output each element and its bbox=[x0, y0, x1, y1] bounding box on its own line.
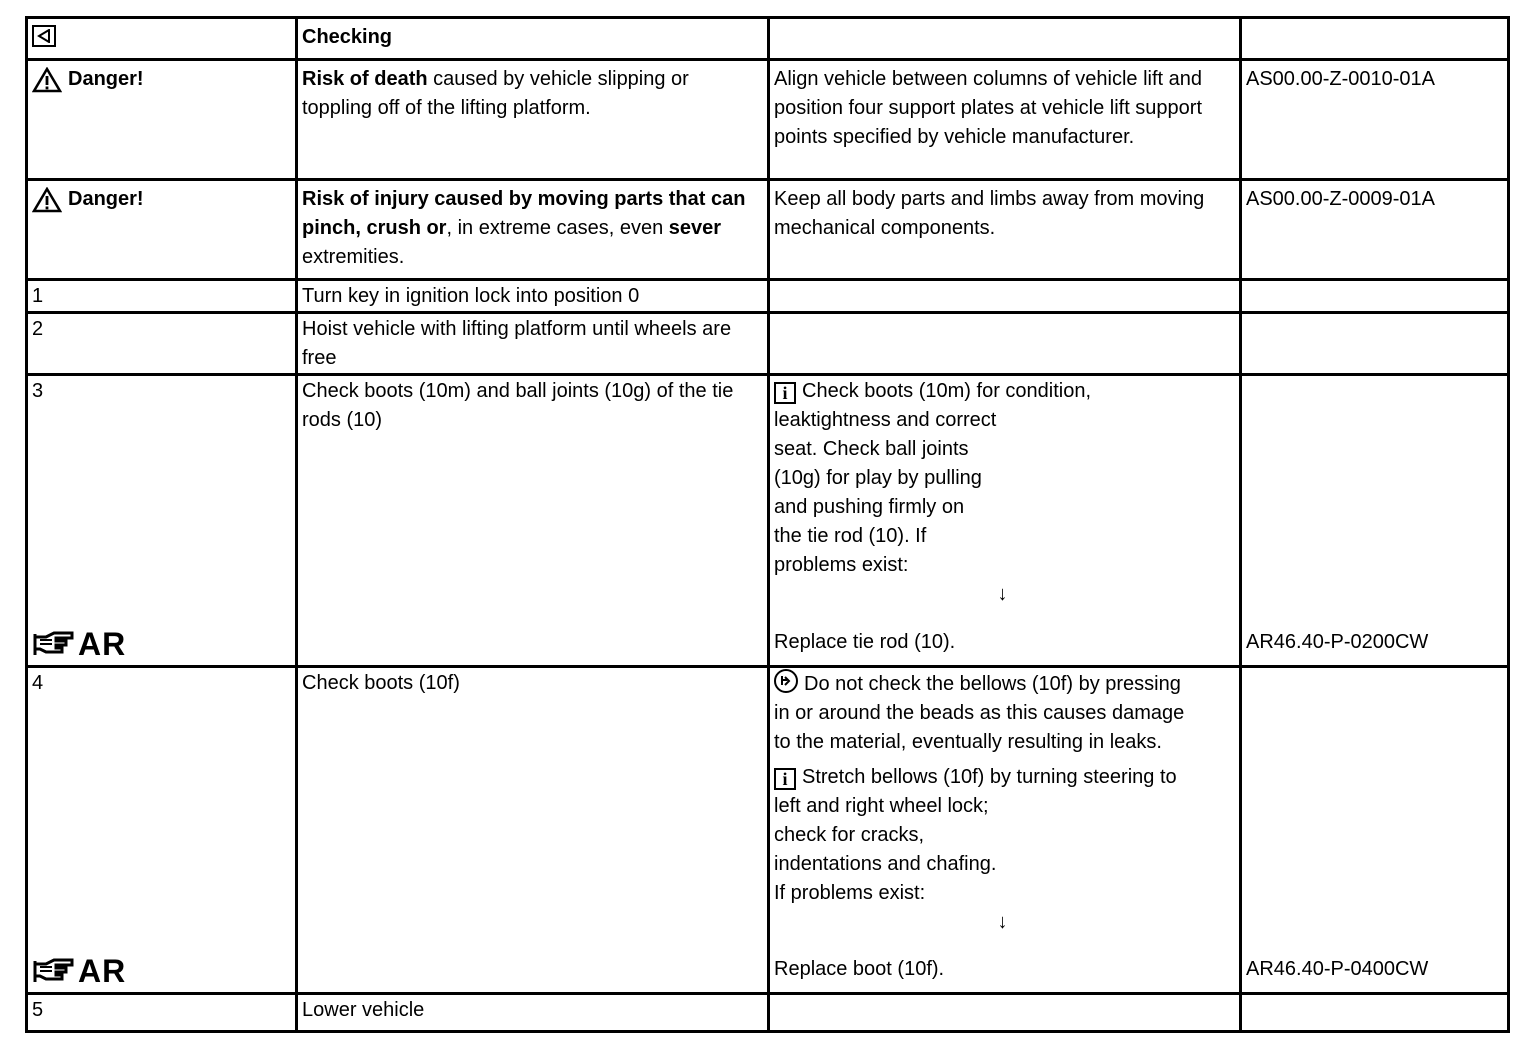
step-number: 2 bbox=[25, 314, 295, 373]
ar-reference[interactable] bbox=[32, 625, 127, 662]
warning-triangle-icon bbox=[32, 187, 62, 213]
action-text: Replace boot (10f). bbox=[774, 958, 945, 980]
danger-row bbox=[25, 178, 1510, 278]
step-cell bbox=[25, 376, 295, 665]
step-row bbox=[25, 373, 1510, 665]
step-text: Lower vehicle bbox=[295, 995, 767, 1030]
procedure-table bbox=[25, 16, 1510, 1033]
step-instructions bbox=[767, 668, 1239, 992]
step-text: Check boots (10m) and ball joints (10g) of the tie rods (10) bbox=[295, 376, 767, 665]
pointing-hand-icon bbox=[32, 629, 76, 659]
step-text: Turn key in ignition lock into position 0 bbox=[295, 281, 767, 311]
ar-label: AR bbox=[78, 625, 127, 662]
step-instructions bbox=[767, 376, 1239, 665]
step-row bbox=[25, 665, 1510, 992]
info-note: i Check boots (10m) for condition, leaktightness and correct seat. Check ball joints (10g) for play by pulling and pushing firmly on the tie rod (10). If problems exist: bbox=[774, 380, 1092, 576]
measure-text: Align vehicle between columns of vehicle lift and position four support plates at vehicle lift support points specified by vehicle manufacturer. bbox=[767, 61, 1239, 178]
caution-circle-icon bbox=[774, 669, 798, 693]
down-arrow-icon: ↓ bbox=[997, 911, 1008, 933]
danger-label: Danger! bbox=[32, 185, 291, 214]
pointing-hand-icon bbox=[32, 956, 76, 986]
step-number: 5 bbox=[25, 995, 295, 1030]
document-reference[interactable]: AR46.40-P-0200CW bbox=[1246, 631, 1429, 653]
step-row bbox=[25, 992, 1510, 1030]
step-number: 1 bbox=[25, 281, 295, 311]
step-number: 4 bbox=[32, 672, 44, 694]
warning-triangle-icon bbox=[32, 67, 62, 93]
measure-text: Keep all body parts and limbs away from moving mechanical components. bbox=[767, 181, 1239, 278]
back-arrow-icon[interactable] bbox=[32, 25, 56, 47]
step-text: Hoist vehicle with lifting platform until wheels are free bbox=[295, 314, 767, 373]
page-title: Checking bbox=[295, 19, 767, 58]
step-cell bbox=[25, 668, 295, 992]
header-row bbox=[25, 16, 1510, 58]
info-note: i Stretch bellows (10f) by turning steering to left and right wheel lock; check for cracks, indentations and chafing. If problems exist: bbox=[774, 766, 1177, 904]
danger-label: Danger! bbox=[32, 65, 291, 94]
caution-note: Do not check the bellows (10f) by pressing in or around the beads as this causes damage to the material, eventually resulting in leaks. bbox=[774, 669, 1235, 757]
risk-text: Risk of death caused by vehicle slipping or toppling off of the lifting platform. bbox=[295, 61, 767, 178]
ar-label: AR bbox=[78, 952, 127, 989]
document-reference[interactable]: AS00.00-Z-0010-01A bbox=[1239, 61, 1510, 178]
ar-reference[interactable] bbox=[32, 952, 127, 989]
document-reference[interactable]: AS00.00-Z-0009-01A bbox=[1239, 181, 1510, 278]
info-icon: i bbox=[774, 768, 796, 790]
step-row bbox=[25, 311, 1510, 373]
header-icon-cell bbox=[25, 19, 295, 58]
step-text: Check boots (10f) bbox=[295, 668, 767, 992]
down-arrow-icon: ↓ bbox=[997, 583, 1008, 605]
danger-row bbox=[25, 58, 1510, 178]
document-reference[interactable]: AR46.40-P-0400CW bbox=[1246, 958, 1429, 980]
step-row bbox=[25, 278, 1510, 311]
risk-text: Risk of injury caused by moving parts that can pinch, crush or, in extreme cases, even sever extremities. bbox=[295, 181, 767, 278]
action-text: Replace tie rod (10). bbox=[774, 631, 956, 653]
info-icon: i bbox=[774, 382, 796, 404]
step-number: 3 bbox=[32, 380, 44, 402]
